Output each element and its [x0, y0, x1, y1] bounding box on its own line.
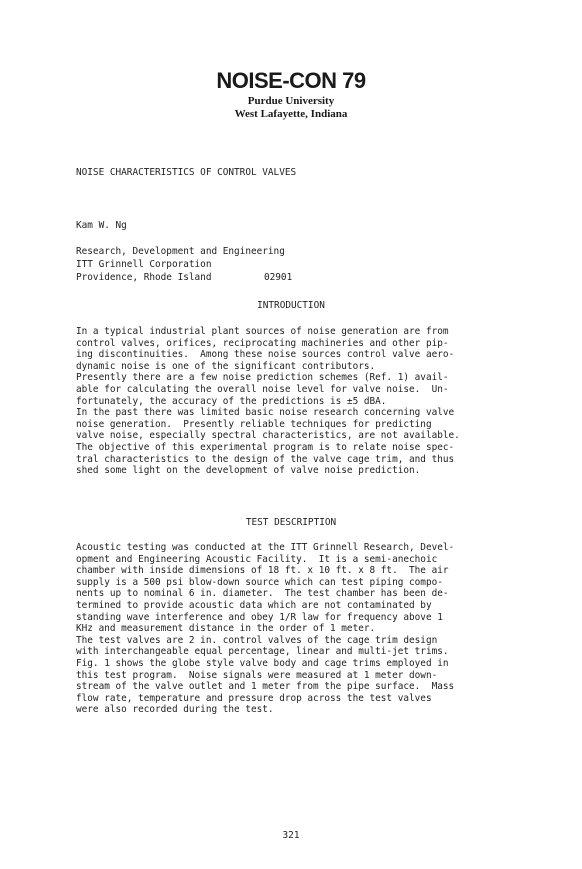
text-line: shed some light on the development of valve noise prediction. — [76, 465, 421, 477]
conference-title: NOISE-CON 79 — [216, 68, 366, 93]
text-line: dynamic noise is one of the significant contributors. — [76, 360, 376, 372]
text-line: Fig. 1 shows the globe style valve body and cage trims employed in — [76, 657, 449, 669]
section-heading-introduction: INTRODUCTION — [257, 300, 325, 311]
text-line: Presently there are a few noise prediction schemes (Ref. 1) avail- — [76, 372, 449, 384]
text-line: Acoustic testing was conducted at the ITT Grinnell Research, Devel- — [76, 542, 455, 553]
text-line: control valves, orifices, reciprocating machineries and other pip- — [76, 337, 449, 349]
author-name: Kam W. Ng — [76, 220, 127, 231]
text-line: able for calculating the overall noise level for valve noise. Un- — [76, 383, 449, 395]
text-line: supply is a 500 psi blow-down source which can test piping compo- — [76, 576, 443, 588]
text-line: were also recorded during the test. — [76, 704, 274, 716]
author-affiliation-2: ITT Grinnell Corporation — [76, 259, 212, 270]
conference-location: West Lafayette, Indiana — [234, 108, 348, 120]
introduction-body — [76, 326, 516, 477]
text-line: noise generation. Presently reliable techniques for predicting — [76, 418, 432, 430]
author-affiliation-1: Research, Development and Engineering — [76, 246, 285, 257]
text-line: opment and Engineering Acoustic Facility. It is a semi-anechoic — [76, 553, 438, 565]
author-zip: 02901 — [264, 272, 293, 283]
text-line: standing wave interference and obey 1/R law for frequency above 1 — [76, 611, 443, 623]
text-line: fortunately, the accuracy of the predictions is ±5 dBA. — [76, 395, 387, 407]
text-line: In the past there was limited basic noise research concerning valve — [76, 407, 455, 419]
text-line: KHz and measurement distance in the order of 1 meter. — [76, 623, 376, 635]
text-line: flow rate, temperature and pressure drop across the test valves — [76, 692, 432, 704]
text-line: In a typical industrial plant sources of noise generation are from — [76, 326, 449, 337]
text-line: with interchangeable equal percentage, linear and multi-jet trims. — [76, 646, 449, 658]
text-line: nents up to nominal 6 in. diameter. The test chamber has been de- — [76, 588, 449, 600]
paper-title: NOISE CHARACTERISTICS OF CONTROL VALVES — [76, 167, 297, 178]
text-line: The objective of this experimental program is to relate noise spec- — [76, 441, 455, 453]
text-line: chamber with inside dimensions of 18 ft. x 10 ft. x 8 ft. The air — [76, 565, 449, 577]
conference-university: Purdue University — [247, 95, 335, 107]
text-line: ing discontinuities. Among these noise sources control valve aero- — [76, 349, 455, 361]
text-line: termined to provide acoustic data which are not contaminated by — [76, 599, 432, 611]
text-line: The test valves are 2 in. control valves of the cage trim design — [76, 634, 438, 646]
text-line: stream of the valve outlet and 1 meter from the pipe surface. Mass — [76, 681, 455, 693]
page-number: 321 — [282, 830, 300, 841]
text-line: valve noise, especially spectral characteristics, are not available. — [76, 430, 460, 442]
section-heading-test-description: TEST DESCRIPTION — [245, 517, 337, 528]
text-line: tral characteristics to the design of the valve cage trim, and thus — [76, 453, 455, 465]
test-description-body — [76, 542, 516, 716]
author-city: Providence, Rhode Island — [76, 272, 212, 283]
text-line: this test program. Noise signals were measured at 1 meter down- — [76, 669, 438, 681]
